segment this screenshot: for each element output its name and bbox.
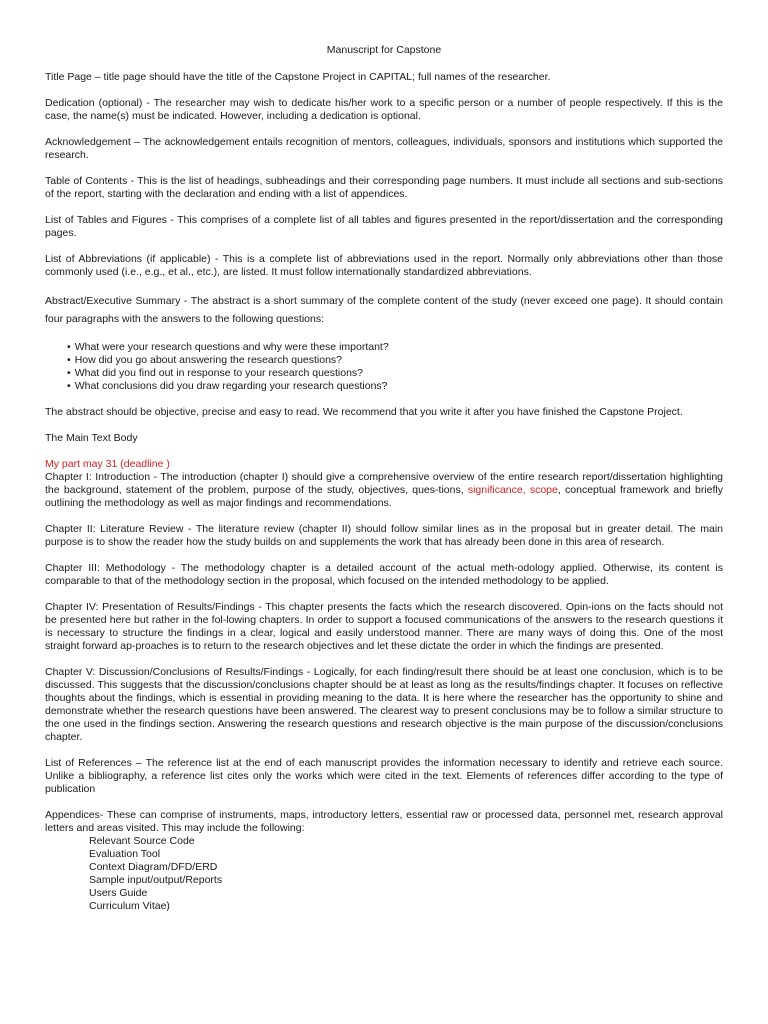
appendices-paragraph: Appendices- These can comprise of instruments, maps, introductory letters, essential raw or processed data, personnel met, research approval letters and areas visited. This may include the following: — [45, 809, 723, 834]
chapter-4-paragraph: Chapter IV: Presentation of Results/Findings - This chapter presents the facts which the research discovered. Opin-ions on the facts should not be presented here but rather in the fol-lowing chapters. In order to support a focused communications of the answers to the research questions it is necessary to structure the findings in a clear, logical and easily understood manner. There are many ways of doing this. One of the most straight forward ap-proaches is to return to the research objectives and let these dictate the order in which the findings are presented. — [45, 601, 723, 652]
list-tables-paragraph: List of Tables and Figures - This comprises of a complete list of all tables and figures presented in the report/dissertation and the corresponding pages. — [45, 214, 723, 239]
list-item: Users Guide — [89, 887, 148, 899]
abstract-note-paragraph: The abstract should be objective, precise and easy to read. We recommend that you write it after you have finished the Capstone Project. — [45, 406, 683, 418]
list-item: Sample input/output/Reports — [89, 874, 223, 886]
chapter-3-paragraph: Chapter III: Methodology - The methodology chapter is a detailed account of the actual meth-odology applied. Otherwise, its content is comparable to that of the methodology section in the proposal, which focused on the intended methodology to be applied. — [45, 562, 723, 587]
list-item: • What conclusions did you draw regarding your research questions? — [67, 380, 723, 393]
chapter-1-highlight: significance, scope — [467, 484, 558, 496]
abstract-questions-list — [45, 341, 723, 393]
appendix-items-list — [45, 835, 723, 913]
document-title: Manuscript for Capstone — [326, 44, 442, 56]
references-paragraph: List of References – The reference list at the end of each manuscript provides the information necessary to identify and retrieve each source. Unlike a bibliography, a reference list cites only the works which were cited in the text. Elements of references differ according to the type of publication — [45, 757, 723, 795]
chapter-1-text-a: Chapter I: Introduction - The introduction (chapter I) should give a comprehensive overview of the entire research report/dissertation highlighting the background, statement of the problem, purpose of the study, objectives, ques-tions, — [45, 471, 723, 496]
deadline-note: My part may 31 (deadline ) — [45, 458, 170, 470]
list-item: Context Diagram/DFD/ERD — [89, 861, 218, 873]
chapter-5-paragraph: Chapter V: Discussion/Conclusions of Results/Findings - Logically, for each finding/result there should be at least one conclusion, which is to be discussed. This suggests that the discussion/conclusions chapter should be at least as long as the results/findings chapter. It focuses on reflective thoughts about the findings, which is essential in providing meaning to the data. It is here where the researcher has the opportunity to shine and demonstrate whether the research questions have been answered. The clearest way to present conclusions may be to follow a similar structure to the one used in the findings section. Answering the research questions and research objective is the main purpose of the discussion/conclusions chapter. — [45, 666, 723, 743]
list-item: • How did you go about answering the research questions? — [67, 354, 723, 367]
list-item: Curriculum Vitae) — [89, 900, 170, 912]
list-abbreviations-paragraph: List of Abbreviations (if applicable) - This is a complete list of abbreviations used in the report. Normally only abbreviations other than those commonly used (i.e., e.g., et al., etc.), are listed. It must follow internationally standardized abbreviations. — [45, 253, 723, 278]
list-item: • What did you find out in response to your research questions? — [67, 367, 723, 380]
chapter-2-paragraph: Chapter II: Literature Review - The literature review (chapter II) should follow similar lines as in the proposal but in greater detail. The main purpose is to show the reader how the study builds on and supplements the work that has already been done in this area of research. — [45, 523, 723, 548]
title-page-paragraph: Title Page – title page should have the title of the Capstone Project in CAPITAL; full names of the researcher. — [45, 71, 551, 83]
main-body-heading: The Main Text Body — [45, 432, 138, 444]
list-item: • What were your research questions and why were these important? — [67, 341, 723, 354]
acknowledgement-paragraph: Acknowledgement – The acknowledgement entails recognition of mentors, colleagues, individuals, sponsors and institutions which supported the research. — [45, 136, 723, 161]
abstract-paragraph: Abstract/Executive Summary - The abstract is a short summary of the complete content of the study (never exceed one page). It should contain four paragraphs with the answers to the following questions: — [45, 295, 723, 325]
dedication-paragraph: Dedication (optional) - The researcher may wish to dedicate his/her work to a specific person or a number of people respectively. If this is the case, the name(s) must be indicated. However, including a dedication is optional. — [45, 97, 723, 122]
chapter-1-text-b: , conceptual framework and briefly outlining the methodology as well as major findings and recommendations. — [45, 484, 723, 509]
list-item: Relevant Source Code — [89, 835, 195, 847]
toc-paragraph: Table of Contents - This is the list of headings, subheadings and their corresponding page numbers. It must include all sections and sub-sections of the report, starting with the declaration and ending with a list of appendices. — [45, 175, 723, 200]
chapter-1-paragraph — [45, 471, 723, 510]
list-item: Evaluation Tool — [89, 848, 161, 860]
